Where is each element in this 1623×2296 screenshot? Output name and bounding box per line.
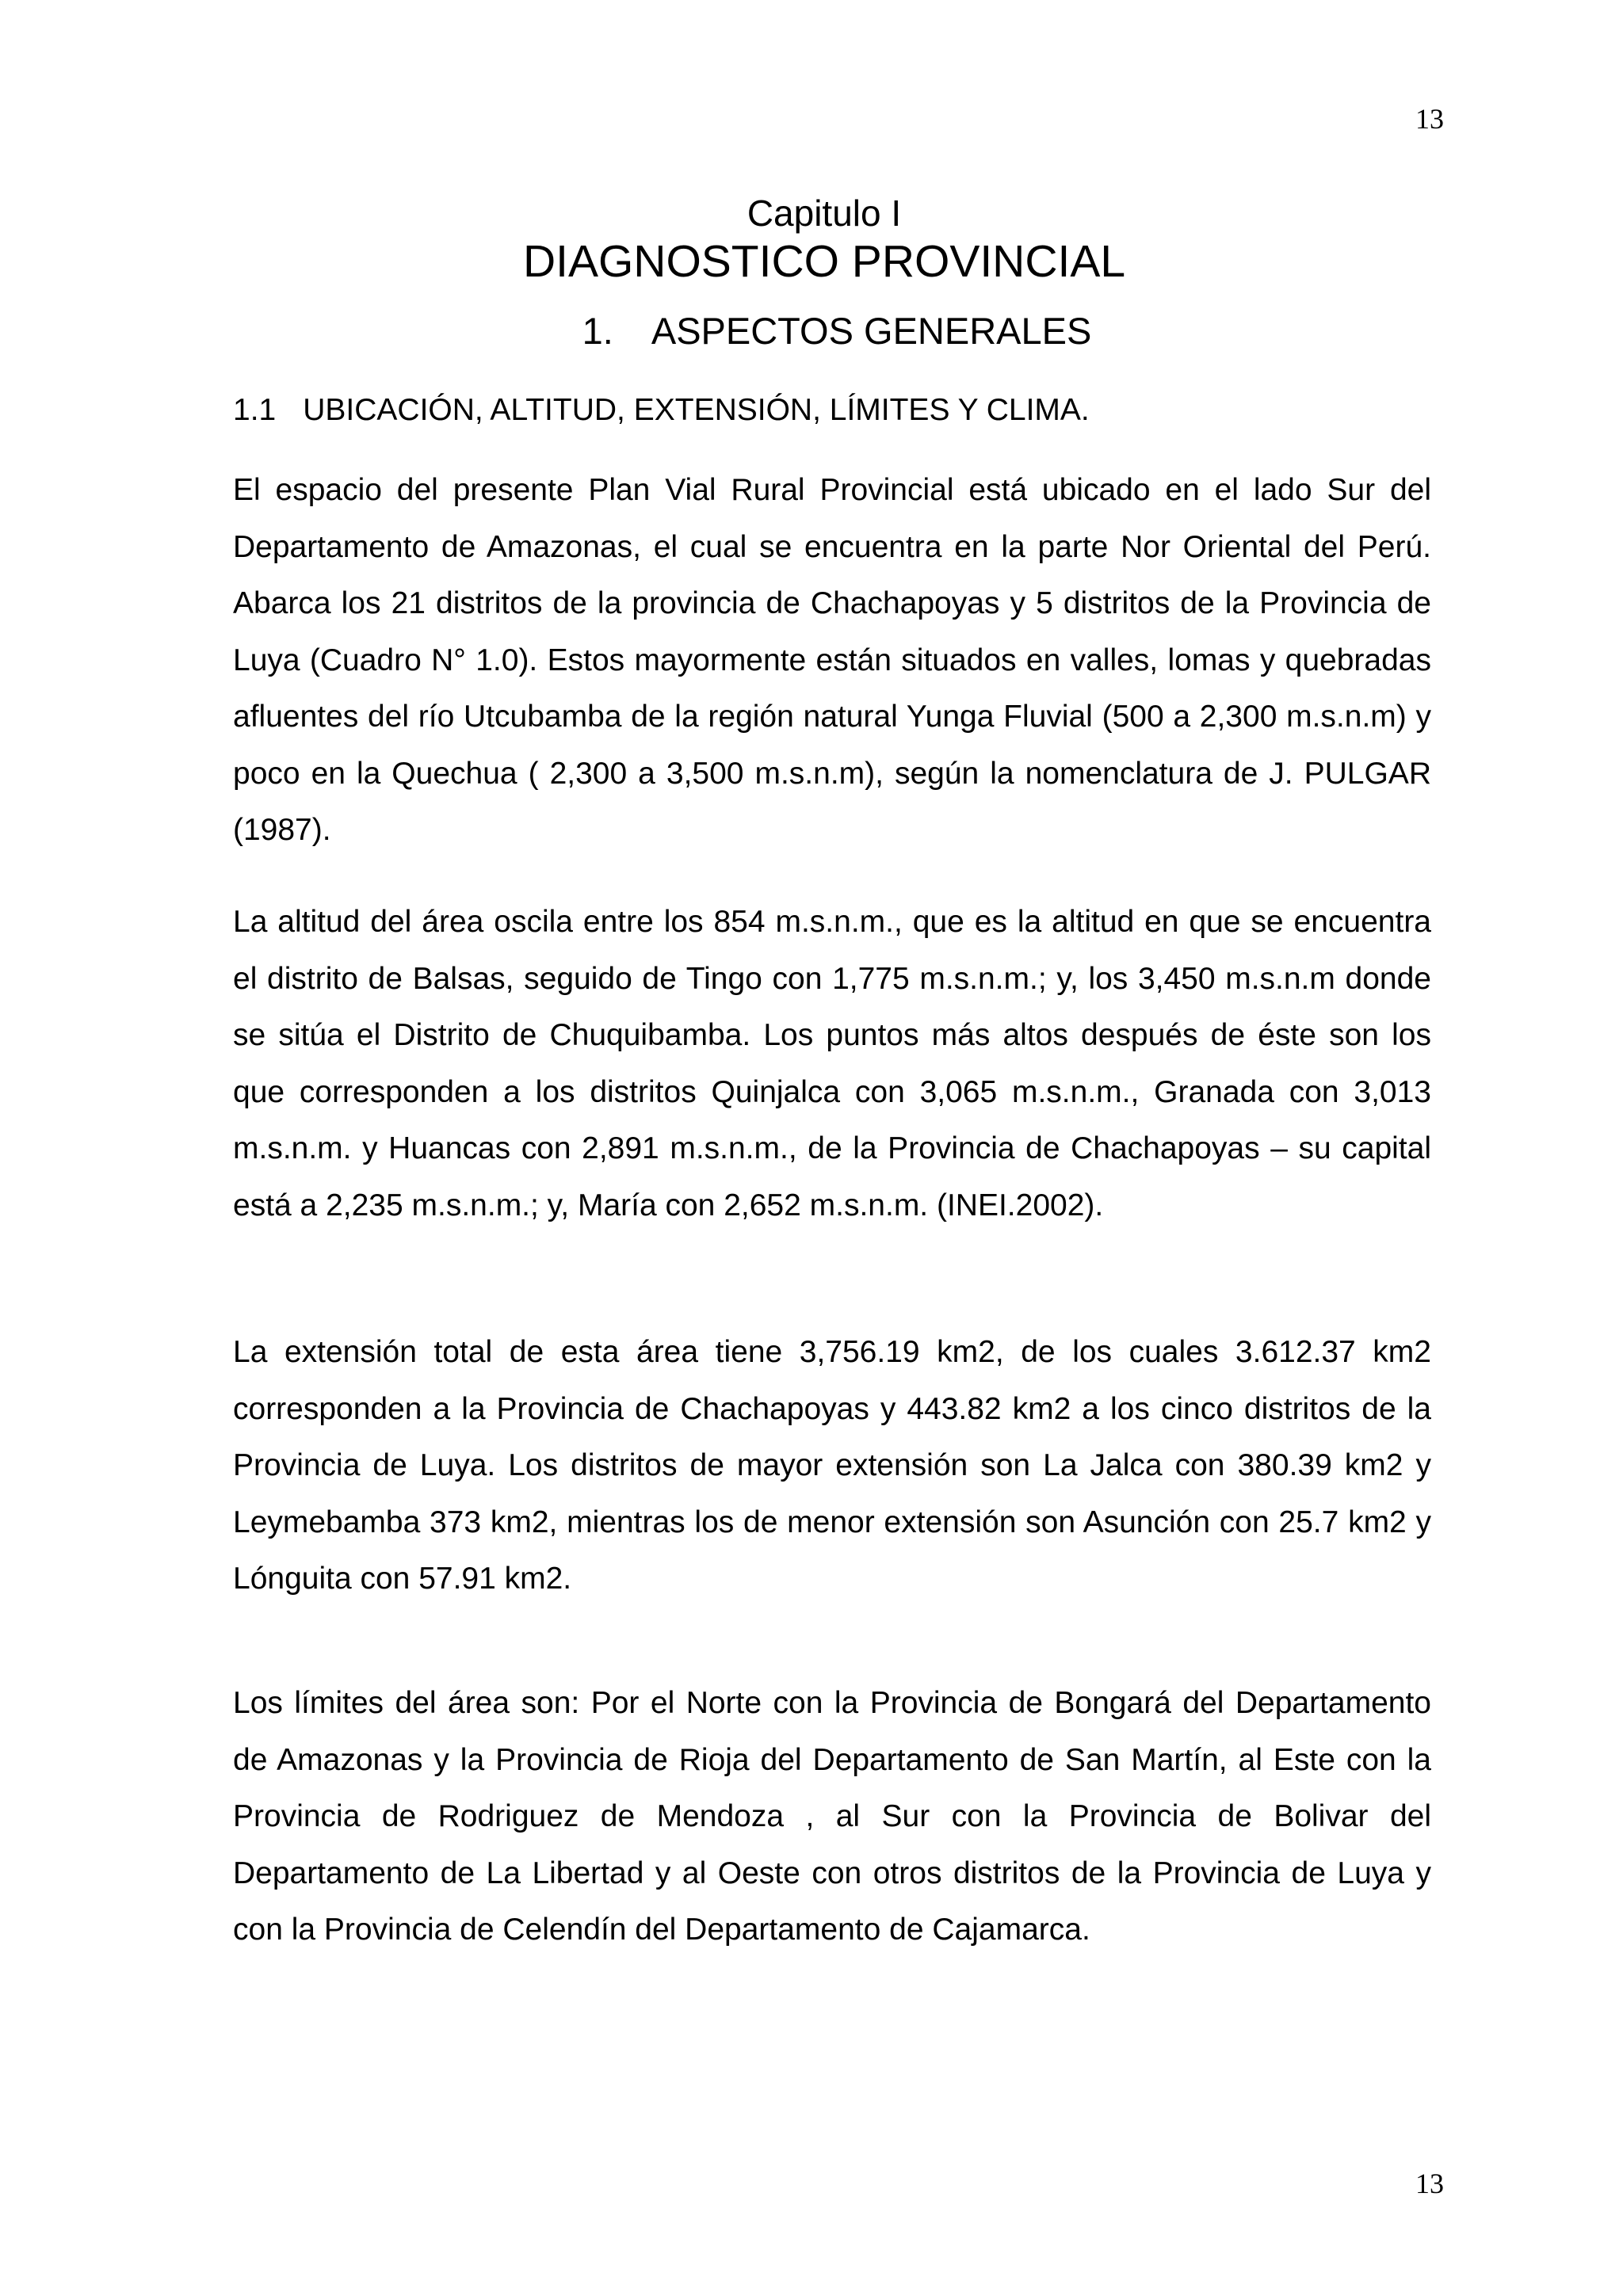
subsection-number: 1.1	[233, 393, 277, 427]
section-title: ASPECTOS GENERALES	[651, 310, 1092, 352]
section-heading	[0, 309, 1623, 353]
subsection-title: UBICACIÓN, ALTITUD, EXTENSIÓN, LÍMITES Y CLIMA.	[303, 393, 1090, 427]
paragraph-extension: La extensión total de esta área tiene 3,756.19 km2, de los cuales 3.612.37 km2 corresponden a la Provincia de Chachapoyas y 443.82 km2 a los cinco distritos de la Provincia de Luya. Los distritos de mayor extensión son La Jalca con 380.39 km2 y Leymebamba 373 km2, mientras los de menor extensión son Asunción con 25.7 km2 y Lónguita con 57.91 km2.	[233, 1335, 1431, 1596]
subsection-heading	[233, 392, 1090, 429]
chapter-label: Capitulo I	[747, 193, 902, 234]
paragraph-limits: Los límites del área son: Por el Norte con la Provincia de Bongará del Departamento de Amazonas y la Provincia de Rioja del Departamento de San Martín, al Este con la Provincia de Rodriguez de Mendoza , al Sur con la Provincia de Bolivar del Departamento de La Libertad y al Oeste con otros distritos de la Provincia de Luya y con la Provincia de Celendín del Departamento de Cajamarca.	[233, 1686, 1431, 1947]
page-number-bottom: 13	[1415, 2168, 1444, 2199]
paragraph-location: El espacio del presente Plan Vial Rural Provincial está ubicado en el lado Sur del Departamento de Amazonas, el cual se encuentra en la parte Nor Oriental del Perú. Abarca los 21 distritos de la provincia de Chachapoyas y 5 distritos de la Provincia de Luya (Cuadro N° 1.0). Estos mayormente están situados en valles, lomas y quebradas afluentes del río Utcubamba de la región natural Yunga Fluvial (500 a 2,300 m.s.n.m) y poco en la Quechua ( 2,300 a 3,500 m.s.n.m), según la nomenclatura de J. PULGAR (1987).	[233, 473, 1431, 847]
page-number-top: 13	[1415, 103, 1444, 135]
chapter-title: DIAGNOSTICO PROVINCIAL	[522, 236, 1126, 287]
section-number: 1.	[582, 310, 613, 352]
paragraph-altitude: La altitud del área oscila entre los 854 m.s.n.m., que es la altitud en que se encuentra el distrito de Balsas, seguido de Tingo con 1,775 m.s.n.m.; y, los 3,450 m.s.n.m donde se sitúa el Distrito de Chuquibamba. Los puntos más altos después de éste son los que corresponden a los distritos Quinjalca con 3,065 m.s.n.m., Granada con 3,013 m.s.n.m. y Huancas con 2,891 m.s.n.m., de la Provincia de Chachapoyas – su capital está a 2,235 m.s.n.m.; y, María con 2,652 m.s.n.m. (INEI.2002).	[233, 905, 1431, 1222]
